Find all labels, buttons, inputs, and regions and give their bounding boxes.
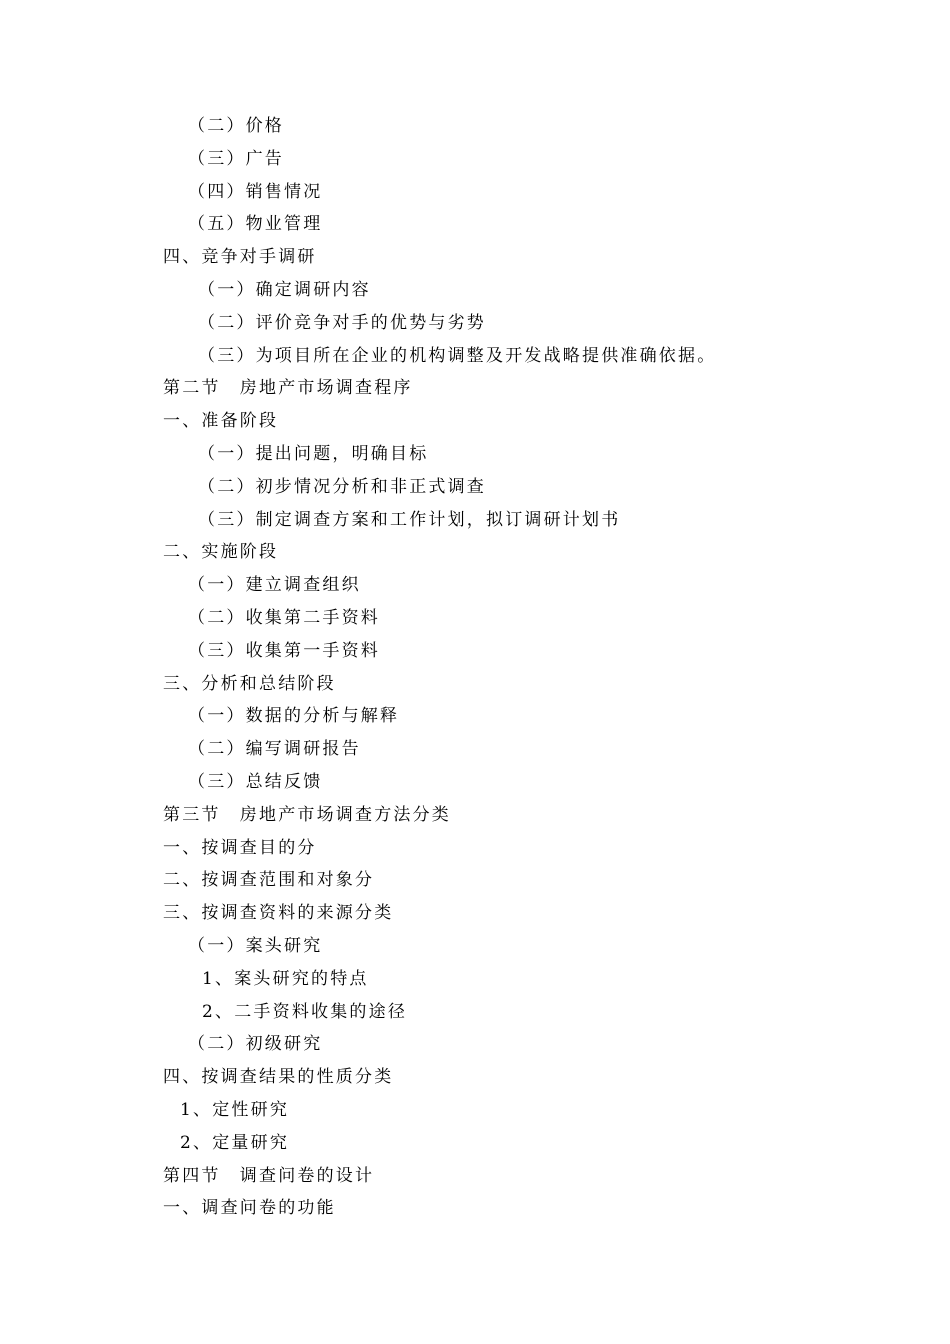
- outline-subitem: 1、定性研究: [180, 1099, 290, 1120]
- section-heading: 第三节 房地产市场调查方法分类: [163, 804, 451, 825]
- outline-heading: 四、竞争对手调研: [163, 247, 317, 268]
- outline-line: （三）为项目所在企业的机构调整及开发战略提供准确依据。: [198, 345, 717, 366]
- outline-line: （三）收集第一手资料: [188, 640, 380, 661]
- section-heading: 第四节 调查问卷的设计: [163, 1165, 375, 1186]
- outline-line: （三）广告: [188, 148, 284, 169]
- outline-heading: 二、按调查范围和对象分: [163, 870, 375, 891]
- outline-line: （二）评价竞争对手的优势与劣势: [198, 312, 486, 333]
- outline-heading: 一、准备阶段: [163, 411, 279, 432]
- outline-line: （四）销售情况: [188, 181, 323, 202]
- outline-line: （二）编写调研报告: [188, 739, 361, 760]
- outline-heading: 三、分析和总结阶段: [163, 673, 336, 694]
- outline-line: （一）数据的分析与解释: [188, 706, 400, 727]
- outline-subitem: 2、定量研究: [180, 1132, 290, 1153]
- outline-heading: 一、调查问卷的功能: [163, 1198, 336, 1219]
- outline-line: （二）初级研究: [188, 1034, 323, 1055]
- outline-heading: 二、实施阶段: [163, 542, 279, 563]
- document-outline: [0, 110, 950, 1225]
- outline-line: （二）初步情况分析和非正式调查: [198, 476, 486, 497]
- outline-line: （二）价格: [188, 116, 284, 136]
- outline-heading: 一、按调查目的分: [163, 837, 317, 858]
- outline-line: （五）物业管理: [188, 214, 323, 235]
- outline-subitem: 2、二手资料收集的途径: [202, 1001, 408, 1022]
- section-heading: 第二节 房地产市场调查程序: [163, 378, 413, 399]
- outline-line: （一）确定调研内容: [198, 279, 371, 300]
- outline-line: （一）案头研究: [188, 935, 323, 956]
- outline-line: （三）总结反馈: [188, 771, 323, 792]
- outline-line: （一）建立调查组织: [188, 575, 361, 596]
- outline-line: （三）制定调查方案和工作计划，拟订调研计划书: [198, 509, 621, 530]
- outline-line: （二）收集第二手资料: [188, 607, 380, 628]
- outline-line: （一）提出问题，明确目标: [198, 443, 429, 464]
- outline-subitem: 1、案头研究的特点: [202, 968, 369, 989]
- outline-heading: 四、按调查结果的性质分类: [163, 1067, 394, 1088]
- outline-heading: 三、按调查资料的来源分类: [163, 903, 394, 924]
